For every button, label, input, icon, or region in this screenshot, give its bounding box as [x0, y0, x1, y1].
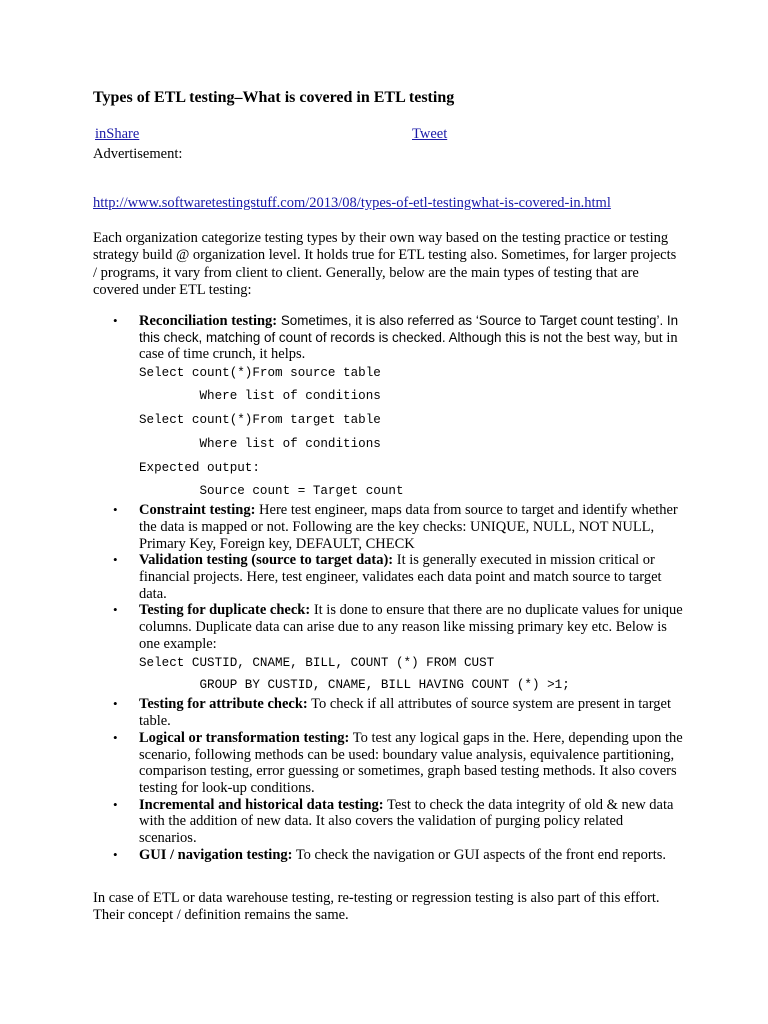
- list-item-validation: [93, 552, 683, 602]
- list-item-constraint: [93, 502, 683, 552]
- code-line: Source count = Target count: [139, 484, 404, 499]
- item-heading: Constraint testing:: [139, 502, 256, 519]
- bullet-icon: •: [113, 552, 118, 568]
- list-item-attribute-check: [93, 696, 683, 729]
- item-text: To check if all attributes of source system are present in target table.: [139, 696, 671, 730]
- item-text: Sometimes, it is also referred as ‘Source to Target count testing’. In this check, matching of count of records is checked. Although this is not: [139, 313, 679, 345]
- bullet-icon: •: [113, 729, 118, 745]
- article-title: Types of ETL testing–What is covered in ETL testing: [93, 89, 455, 106]
- item-heading: Validation testing (source to target data):: [139, 552, 394, 569]
- item-heading: Testing for attribute check:: [139, 696, 308, 713]
- bullet-icon: •: [113, 313, 118, 328]
- bullet-icon: •: [113, 846, 118, 862]
- closing-paragraph: In case of ETL or data warehouse testing, re-testing or regression testing is also part of this effort. Their concept / definition remains the same.: [93, 890, 660, 924]
- list-item-gui-navigation: [93, 847, 683, 864]
- item-text: Test to check the data integrity of old & new data with the addition of new data. It also covers the validation of purging policy related scenarios.: [139, 796, 674, 847]
- bullet-icon: •: [113, 502, 118, 518]
- bullet-icon: •: [113, 696, 118, 712]
- code-line: Where list of conditions: [139, 389, 381, 404]
- item-heading: Logical or transformation testing:: [139, 729, 350, 746]
- item-text: To test any logical gaps in the. Here, depending upon the scenario, following methods can be used: boundary value analysis, equivalence partitioning, comparison testing, error guessing or sometimes, graph based testing methods. It also covers testing for look-up conditions.: [139, 729, 683, 796]
- item-heading: Testing for duplicate check:: [139, 602, 311, 619]
- item-heading: Incremental and historical data testing:: [139, 796, 384, 813]
- code-line: GROUP BY CUSTID, CNAME, BILL HAVING COUNT (*) >1;: [139, 678, 570, 693]
- item-text: Here test engineer, maps data from source to target and identify whether the data is mapped or not. Following are the key checks: UNIQUE, NULL, NOT NULL, Primary Key, Foreign key, DEFAULT, CHECK: [139, 502, 678, 552]
- item-heading: Reconciliation testing:: [139, 313, 278, 329]
- list-item-incremental: [93, 797, 683, 847]
- sql-code-block: [139, 652, 683, 696]
- code-line: Select CUSTID, CNAME, BILL, COUNT (*) FROM CUST: [139, 656, 495, 671]
- tweet-link[interactable]: Tweet: [412, 126, 448, 142]
- item-text: It is generally executed in mission critical or financial projects. Here, test engineer, validates each data point and match source to target data.: [139, 552, 662, 602]
- bullet-icon: •: [113, 602, 118, 618]
- code-line: Expected output:: [139, 461, 260, 476]
- intro-paragraph: Each organization categorize testing types by their own way based on the testing practice or testing strategy build @ organization level. It holds true for ETL testing also. Sometimes, for larger projects / programs, it vary from client to client. Generally, below are the main types of testing that are covered under ETL testing:: [93, 230, 677, 298]
- list-item-duplicate-check: [93, 602, 683, 696]
- item-heading: GUI / navigation testing:: [139, 846, 293, 863]
- list-item-reconciliation: [93, 313, 683, 502]
- share-bar: [93, 126, 683, 144]
- list-item-transformation: [93, 730, 683, 797]
- item-text-cont: the best way, but in case of time crunch, it helps.: [139, 329, 678, 363]
- code-line: Select count(*)From source table: [139, 366, 381, 381]
- testing-types-list: [93, 313, 683, 863]
- bullet-icon: •: [113, 796, 118, 812]
- sql-code-block: [139, 363, 683, 502]
- item-text: It is done to ensure that there are no duplicate values for unique columns. Duplicate data can arise due to any reason like missing primary key etc. Below is one example:: [139, 602, 683, 652]
- advertisement-label: Advertisement:: [93, 146, 183, 162]
- item-text: To check the navigation or GUI aspects of the front end reports.: [292, 846, 667, 863]
- source-url-link[interactable]: http://www.softwaretestingstuff.com/2013/08/types-of-etl-testingwhat-is-covered-in.html: [93, 195, 611, 211]
- inshare-link[interactable]: inShare: [95, 126, 140, 142]
- code-line: Select count(*)From target table: [139, 413, 381, 428]
- code-line: Where list of conditions: [139, 437, 381, 452]
